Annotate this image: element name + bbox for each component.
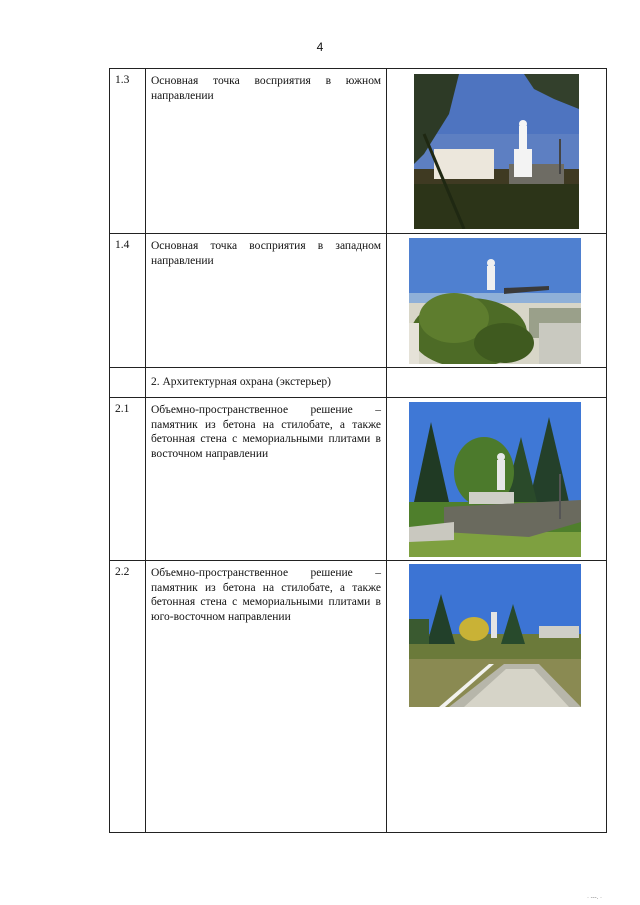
- memorial-southeast-photo: [409, 564, 581, 707]
- row-description: Основная точка восприятия в западном направлении: [146, 234, 387, 367]
- row-number: 1.4: [110, 234, 146, 367]
- photo-cell: [387, 368, 606, 397]
- row-number: 1.3: [110, 69, 146, 233]
- row-description: Основная точка восприятия в южном направлении: [146, 69, 387, 233]
- memorial-west-photo: [409, 238, 581, 364]
- memorial-east-photo: [409, 402, 581, 557]
- table-row: [110, 561, 606, 832]
- photo-cell: [387, 69, 606, 233]
- table-row: [110, 234, 606, 368]
- row-number: [110, 368, 146, 397]
- page-number: 4: [316, 40, 324, 54]
- heritage-table: [109, 68, 607, 833]
- photo-cell: [387, 398, 606, 560]
- row-description: Объемно-пространственное решение – памятник из бетона на стилобате, а также бетонная стена с мемориальными плитами в восточном направлении: [146, 398, 387, 560]
- row-number: 2.2: [110, 561, 146, 832]
- row-number: 2.1: [110, 398, 146, 560]
- photo-cell: [387, 561, 606, 832]
- section-heading: 2. Архитектурная охрана (экстерьер): [146, 368, 387, 397]
- section-heading-row: [110, 368, 606, 398]
- table-row: [110, 398, 606, 561]
- photo-cell: [387, 234, 606, 367]
- memorial-south-photo: [414, 74, 579, 229]
- row-description: Объемно-пространственное решение – памятник из бетона на стилобате, а также бетонная стена с мемориальными плитами в юго-восточном направлении: [146, 561, 387, 832]
- scan-artifact: · ---. ·: [587, 895, 602, 901]
- table-row: [110, 69, 606, 234]
